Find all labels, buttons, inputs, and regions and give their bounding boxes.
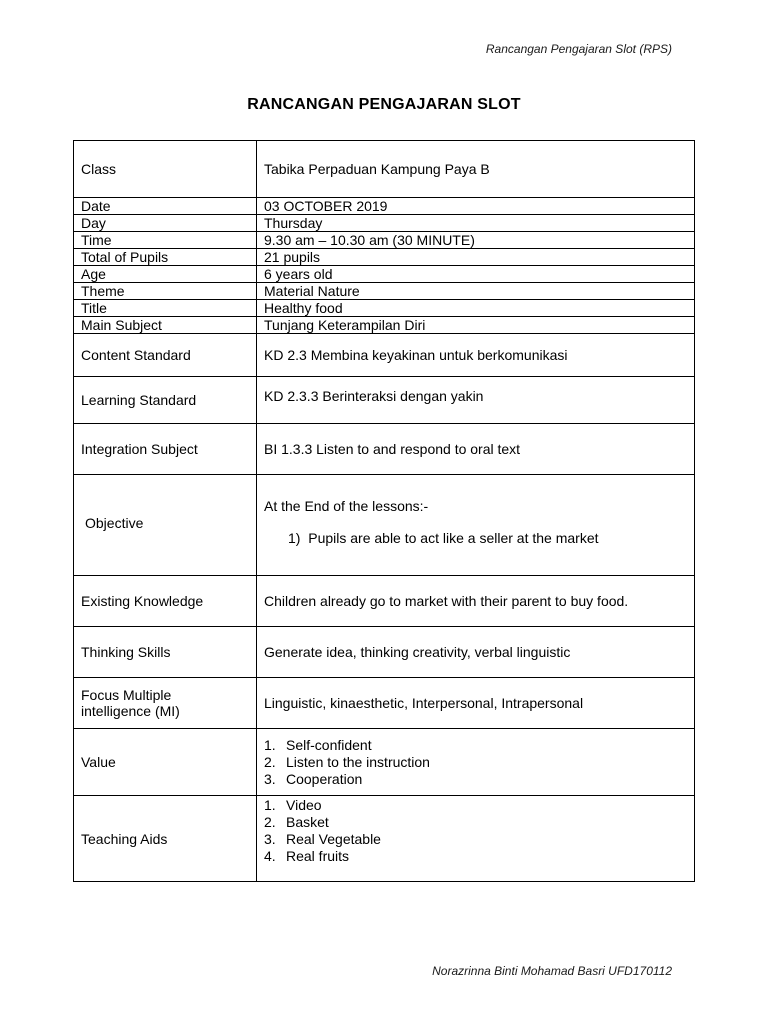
objective-point-text: Pupils are able to act like a seller at the market	[308, 530, 599, 546]
learning-standard-label: Learning Standard	[74, 377, 257, 424]
date-value: 03 OCTOBER 2019	[257, 198, 695, 215]
learning-standard-cell	[257, 377, 695, 424]
list-item-text: Cooperation	[286, 770, 363, 787]
list-item	[264, 831, 687, 848]
list-item-text: Real Vegetable	[286, 831, 381, 847]
objective-intro: At the End of the lessons:-	[264, 498, 429, 514]
content-standard-label: Content Standard	[74, 334, 257, 377]
value-list-cell	[257, 729, 695, 796]
list-item-text: Video	[286, 797, 322, 813]
teaching-aids-list-cell	[257, 796, 695, 882]
pupils-value: 21 pupils	[257, 249, 695, 266]
objective-point-number: 1)	[288, 530, 301, 546]
day-value: Thursday	[257, 215, 695, 232]
list-item	[264, 797, 687, 814]
list-item	[264, 814, 687, 831]
table-row-objective	[74, 475, 695, 576]
focus-mi-label-line2: intelligence (MI)	[81, 703, 180, 719]
teaching-aids-label: Teaching Aids	[74, 796, 257, 882]
learning-standard-value: KD 2.3.3 Berinteraksi dengan yakin	[264, 388, 484, 404]
theme-value: Material Nature	[257, 283, 695, 300]
table-row-integration-subject	[74, 424, 695, 475]
list-item-text: Self-confident	[286, 736, 372, 753]
table-row-teaching-aids	[74, 796, 695, 882]
list-item-number: 1.	[264, 736, 276, 753]
integration-subject-value: BI 1.3.3 Listen to and respond to oral text	[257, 424, 695, 475]
list-item	[264, 848, 687, 865]
focus-mi-label-cell	[74, 678, 257, 729]
existing-knowledge-value: Children already go to market with their parent to buy food.	[257, 576, 695, 627]
list-item-number: 2.	[264, 753, 276, 770]
table-row-main-subject	[74, 317, 695, 334]
table-row-thinking-skills	[74, 627, 695, 678]
table-row-learning-standard	[74, 377, 695, 424]
list-item	[264, 753, 687, 771]
time-value: 9.30 am – 10.30 am (30 MINUTE)	[257, 232, 695, 249]
time-label: Time	[74, 232, 257, 249]
existing-knowledge-label: Existing Knowledge	[74, 576, 257, 627]
age-label: Age	[74, 266, 257, 283]
theme-label: Theme	[74, 283, 257, 300]
class-value: Tabika Perpaduan Kampung Paya B	[257, 141, 695, 198]
table-row-class	[74, 141, 695, 198]
list-item-number: 4.	[264, 848, 276, 864]
thinking-skills-value: Generate idea, thinking creativity, verbal linguistic	[257, 627, 695, 678]
class-label: Class	[74, 141, 257, 198]
table-row-value	[74, 729, 695, 796]
table-row-content-standard	[74, 334, 695, 377]
objective-cell	[257, 475, 695, 576]
table-row-existing-knowledge	[74, 576, 695, 627]
table-row-date	[74, 198, 695, 215]
focus-mi-label-line1: Focus Multiple	[81, 687, 172, 703]
list-item-text: Basket	[286, 814, 329, 830]
document-title: RANCANGAN PENGAJARAN SLOT	[247, 96, 521, 113]
main-subject-value: Tunjang Keterampilan Diri	[257, 317, 695, 334]
content-standard-value: KD 2.3 Membina keyakinan untuk berkomunikasi	[257, 334, 695, 377]
table-row-age	[74, 266, 695, 283]
table-row-theme	[74, 283, 695, 300]
page-header-note: Rancangan Pengajaran Slot (RPS)	[485, 42, 672, 56]
list-item-number: 3.	[264, 770, 276, 787]
table-row-time	[74, 232, 695, 249]
list-item-text: Listen to the instruction	[286, 753, 430, 770]
date-label: Date	[74, 198, 257, 215]
table-row-day	[74, 215, 695, 232]
value-list	[264, 737, 687, 788]
focus-mi-value: Linguistic, kinaesthetic, Interpersonal, Intrapersonal	[257, 678, 695, 729]
value-label: Value	[74, 729, 257, 796]
list-item	[264, 736, 687, 754]
day-label: Day	[74, 215, 257, 232]
table-row-focus-mi	[74, 678, 695, 729]
table-row-pupils	[74, 249, 695, 266]
table-row-title	[74, 300, 695, 317]
pupils-label: Total of Pupils	[74, 249, 257, 266]
list-item	[264, 770, 687, 788]
objective-label-cell	[74, 475, 257, 576]
main-subject-label: Main Subject	[74, 317, 257, 334]
teaching-aids-list	[264, 797, 687, 865]
list-item-number: 1.	[264, 797, 276, 813]
age-value: 6 years old	[257, 266, 695, 283]
page-footer-note: Norazrinna Binti Mohamad Basri UFD170112	[432, 964, 672, 978]
list-item-text: Real fruits	[286, 848, 350, 864]
lesson-plan-table	[73, 140, 695, 882]
list-item-number: 3.	[264, 831, 276, 847]
integration-subject-label: Integration Subject	[74, 424, 257, 475]
list-item-number: 2.	[264, 814, 276, 830]
objective-point	[264, 530, 687, 546]
title-label: Title	[74, 300, 257, 317]
objective-label: Objective	[85, 515, 144, 531]
thinking-skills-label: Thinking Skills	[74, 627, 257, 678]
title-value: Healthy food	[257, 300, 695, 317]
